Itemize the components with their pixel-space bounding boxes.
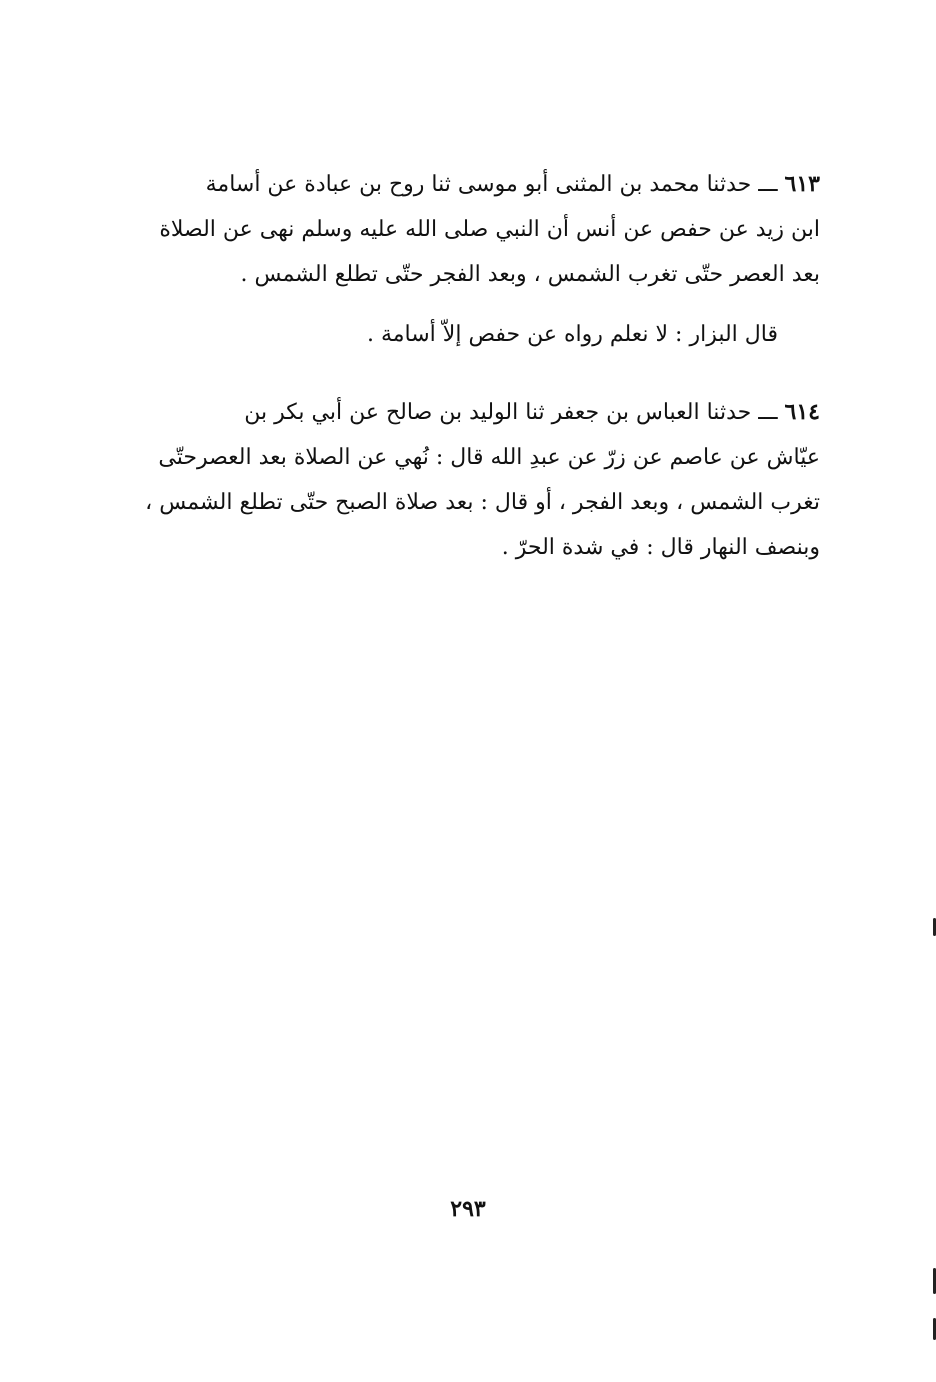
hadith-613 [150,162,820,297]
hadith-614-number: ٦١٤ [784,399,820,425]
hadith-613-line-3: بعد العصر حتّى تغرب الشمس ، وبعد الفجر حتّى تطلع الشمس . [240,262,820,287]
hadith-614-line-3: تغرب الشمس ، وبعد الفجر ، أو قال : بعد صلاة الصبح حتّى تطلع الشمس ، [145,490,820,515]
hadith-614-line-1: ٦١٤ ـــ حدثنا العباس بن جعفر ثنا الوليد بن صالح عن أبي بكر بن [244,399,820,425]
hadith-613-line-1: ٦١٣ ـــ حدثنا محمد بن المثنى أبو موسى ثنا روح بن عبادة عن أسامة [205,171,820,197]
hadith-613-number: ٦١٣ [784,171,820,197]
page-number: ٢٩٣ [450,1196,486,1222]
hadith-614-line-2: عيّاش عن عاصم عن زرّ عن عبدِ الله قال : نُهي عن الصلاة بعد العصرحتّى [158,445,820,470]
hadith-614-text-1: حدثنا العباس بن جعفر ثنا الوليد بن صالح عن أبي بكر بن [244,400,752,425]
hadith-614-line-4: وبنصف النهار قال : في شدة الحرّ . [501,535,820,560]
hadith-614 [145,390,820,570]
hadith-613-text-1: حدثنا محمد بن المثنى أبو موسى ثنا روح بن عبادة عن أسامة [205,172,752,197]
hadith-613-note: قال البزار : لا نعلم رواه عن حفص إلاّ أسامة . [366,322,778,347]
hadith-613-line-2: ابن زيد عن حفص عن أنس أن النبي صلى الله عليه وسلم نهى عن الصلاة [159,217,820,242]
